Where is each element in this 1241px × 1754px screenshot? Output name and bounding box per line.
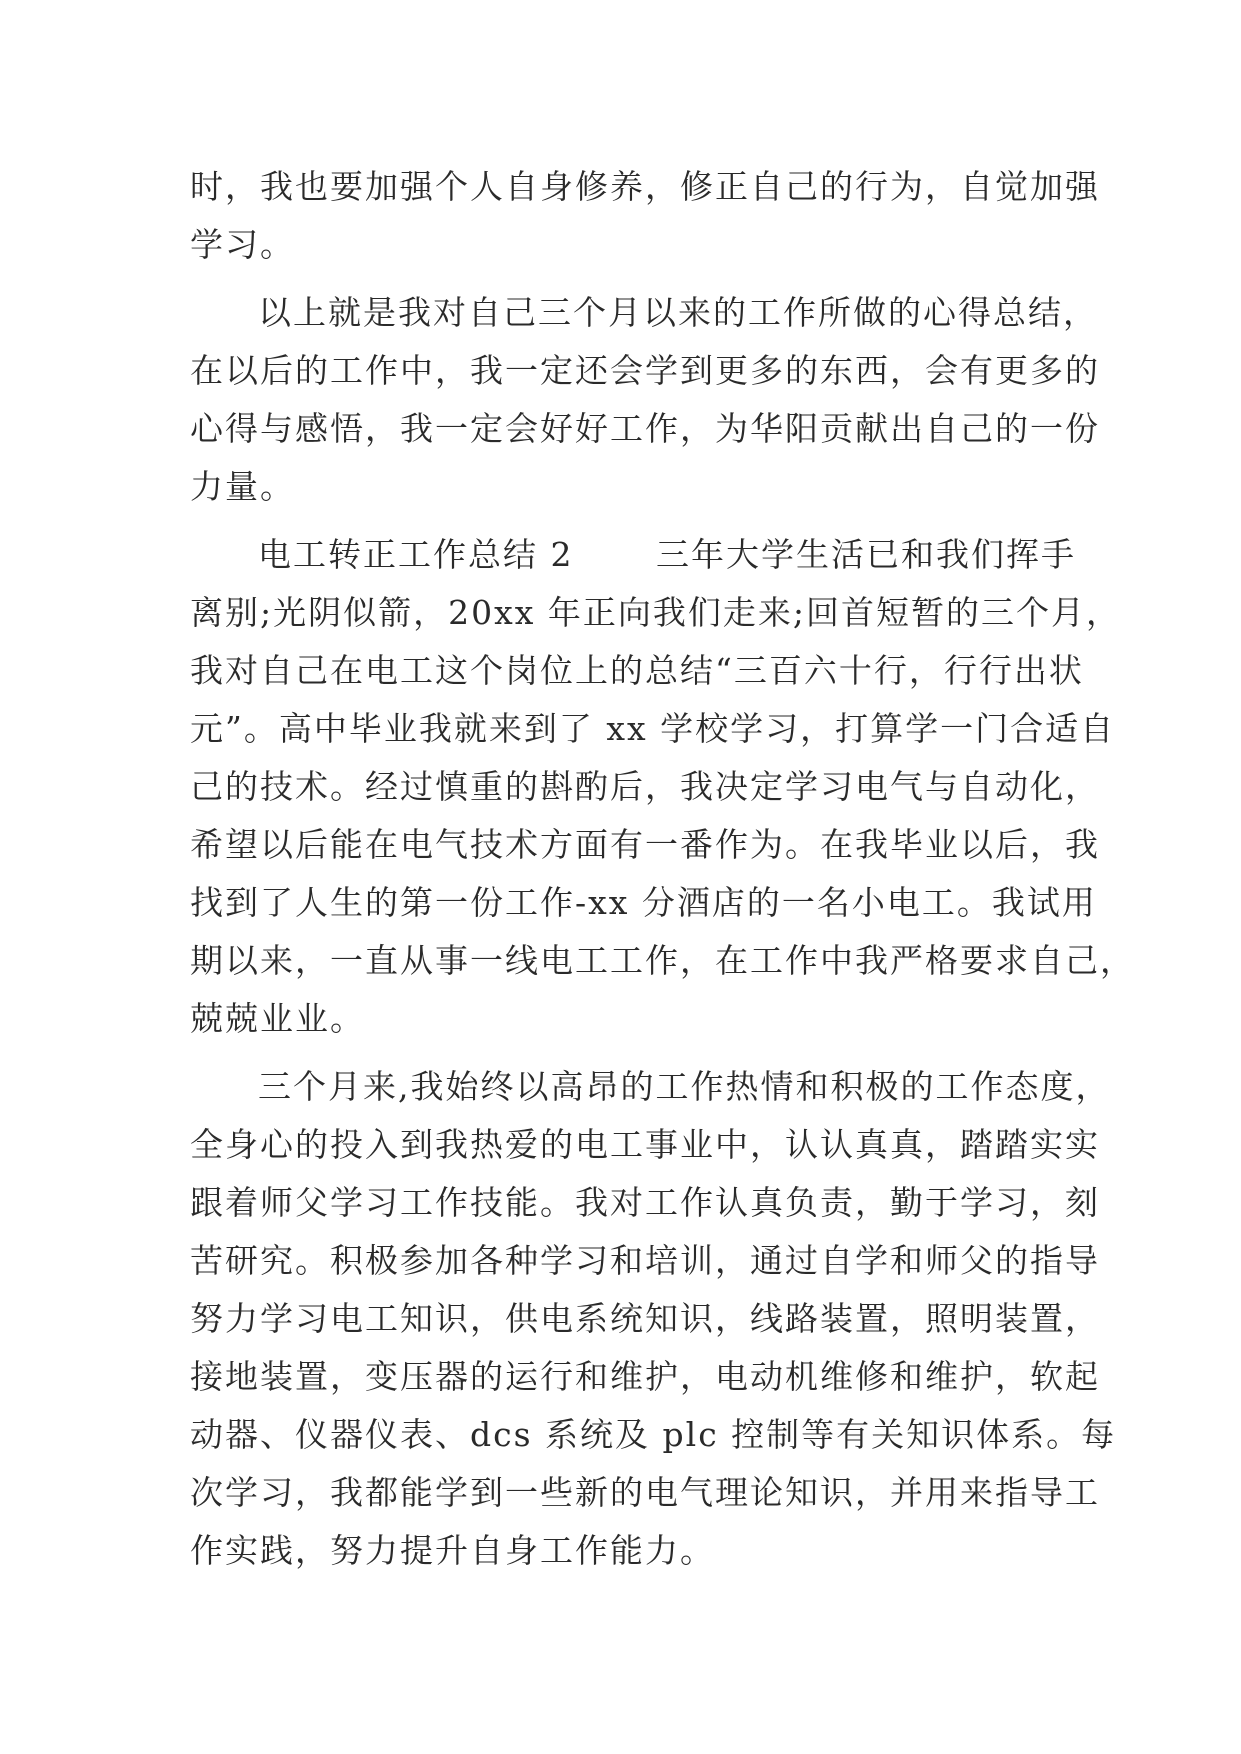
text-line: 接地装置，变压器的运行和维护，电动机维修和维护，软起 xyxy=(190,1357,1100,1396)
text-line: 次学习，我都能学到一些新的电气理论知识，并用来指导工 xyxy=(190,1473,1100,1512)
paragraph-4 xyxy=(190,1058,1117,1580)
text-line: 努力学习电工知识，供电系统知识，线路装置，照明装置， xyxy=(190,1299,1100,1338)
text-line: 学习。 xyxy=(190,225,295,264)
text-line: 在以后的工作中，我一定还会学到更多的东西，会有更多的 xyxy=(190,351,1100,390)
text-line: 兢兢业业。 xyxy=(190,999,365,1038)
paragraph-1 xyxy=(190,158,1100,274)
text-line: 时，我也要加强个人自身修养，修正自己的行为，自觉加强 xyxy=(190,167,1100,206)
document-body xyxy=(190,158,1135,1580)
text-line: 离别;光阴似箭，20xx 年正向我们走来;回首短暂的三个月， xyxy=(190,593,1121,632)
text-line: 动器、仪器仪表、dcs 系统及 plc 控制等有关知识体系。每 xyxy=(190,1415,1117,1454)
text-line: 三个月来,我始终以高昂的工作热情和积极的工作态度， xyxy=(258,1067,1111,1106)
text-line: 元”。高中毕业我就来到了 xx 学校学习，打算学一门合适自 xyxy=(190,709,1116,748)
text-line: 我对自己在电工这个岗位上的总结“三百六十行，行行出状 xyxy=(190,651,1084,690)
text-line: 己的技术。经过慎重的斟酌后，我决定学习电气与自动化， xyxy=(190,767,1100,806)
text-line: 跟着师父学习工作技能。我对工作认真负责，勤于学习，刻 xyxy=(190,1183,1100,1222)
text-line: 电工转正工作总结 2 三年大学生活已和我们挥手 xyxy=(258,535,1076,574)
text-line: 找到了人生的第一份工作-xx 分酒店的一名小电工。我试用 xyxy=(190,883,1097,922)
text-line: 心得与感悟，我一定会好好工作，为华阳贡献出自己的一份 xyxy=(190,409,1100,448)
paragraph-2 xyxy=(190,284,1100,516)
text-line: 希望以后能在电气技术方面有一番作为。在我毕业以后，我 xyxy=(190,825,1100,864)
text-line: 苦研究。积极参加各种学习和培训，通过自学和师父的指导 xyxy=(190,1241,1100,1280)
text-line: 期以来，一直从事一线电工工作，在工作中我严格要求自己， xyxy=(190,941,1135,980)
text-line: 以上就是我对自己三个月以来的工作所做的心得总结， xyxy=(258,293,1098,332)
text-line: 作实践，努力提升自身工作能力。 xyxy=(190,1531,715,1570)
paragraph-3 xyxy=(190,526,1135,1048)
text-line: 全身心的投入到我热爱的电工事业中，认认真真，踏踏实实 xyxy=(190,1125,1100,1164)
text-line: 力量。 xyxy=(190,467,295,506)
